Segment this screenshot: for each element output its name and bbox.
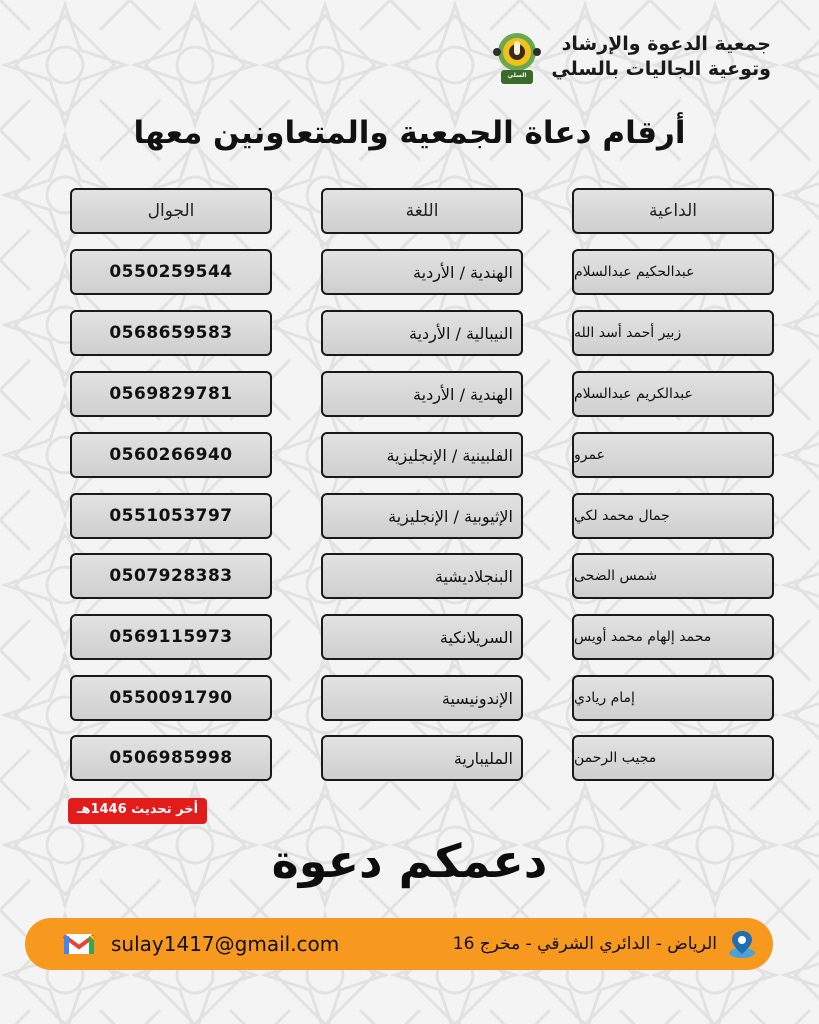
language-cell xyxy=(321,310,523,356)
caller-phone[interactable]: 0551053797 xyxy=(109,506,233,526)
caller-name: عمرو xyxy=(574,447,605,463)
language-cell xyxy=(321,371,523,417)
caller-name: عبدالكريم عبدالسلام xyxy=(574,386,693,402)
organization-header xyxy=(491,30,771,90)
header-caller xyxy=(572,188,774,234)
address-text: الرياض - الدائري الشرقي - مخرج 16 xyxy=(452,934,717,954)
logo-caption: السلي xyxy=(507,72,527,79)
update-badge: أخر تحديث 1446هـ xyxy=(68,798,207,824)
caller-language: الهندية / الأردية xyxy=(413,384,513,404)
caller-phone[interactable]: 0560266940 xyxy=(109,445,233,465)
phone-cell[interactable] xyxy=(70,432,272,478)
caller-language: الهندية / الأردية xyxy=(413,262,513,282)
caller-name-cell xyxy=(572,614,774,660)
header-language-label: اللغة xyxy=(405,201,439,221)
header-phone xyxy=(70,188,272,234)
footer-address xyxy=(453,918,757,970)
phone-cell[interactable] xyxy=(70,735,272,781)
header-caller-label: الداعية xyxy=(649,201,697,221)
phone-cell[interactable] xyxy=(70,614,272,660)
caller-name: مجيب الرحمن xyxy=(574,750,657,766)
caller-phone[interactable]: 0550259544 xyxy=(109,262,233,282)
phone-cell[interactable] xyxy=(70,310,272,356)
organization-name-line2: وتوعية الجاليات بالسلي xyxy=(551,58,771,80)
footer-contact-bar xyxy=(25,918,773,970)
caller-language: السريلانكية xyxy=(439,627,513,647)
caller-phone[interactable]: 0506985998 xyxy=(109,748,233,768)
phone-cell[interactable] xyxy=(70,249,272,295)
caller-language: المليبارية xyxy=(453,748,513,768)
caller-language: الفلبينية / الإنجليزية xyxy=(386,445,513,465)
caller-phone[interactable]: 0569115973 xyxy=(109,627,233,647)
caller-phone[interactable]: 0569829781 xyxy=(109,384,233,404)
caller-name-cell xyxy=(572,735,774,781)
language-cell xyxy=(321,675,523,721)
caller-name-cell xyxy=(572,310,774,356)
phone-cell[interactable] xyxy=(70,371,272,417)
caller-name-cell xyxy=(572,371,774,417)
footer-email[interactable] xyxy=(63,918,339,970)
caller-name-cell xyxy=(572,432,774,478)
email-link[interactable]: sulay1417@gmail.com xyxy=(111,932,340,956)
caller-name: شمس الضحى xyxy=(574,568,658,584)
logo-emblem xyxy=(491,30,543,88)
language-cell xyxy=(321,735,523,781)
slogan: دعمكم دعوة xyxy=(271,834,548,888)
caller-language: النيبالية / الأردية xyxy=(409,323,513,343)
caller-language: الإثيوبية / الإنجليزية xyxy=(388,506,513,526)
language-cell xyxy=(321,614,523,660)
language-cell xyxy=(321,249,523,295)
header-phone-label: الجوال xyxy=(147,201,195,221)
caller-name: زبير أحمد أسد الله xyxy=(574,325,682,341)
caller-phone[interactable]: 0568659583 xyxy=(109,323,233,343)
page-title: أرقام دعاة الجمعية والمتعاونين معها xyxy=(133,115,686,151)
caller-name-cell xyxy=(572,493,774,539)
language-cell xyxy=(321,493,523,539)
caller-name-cell xyxy=(572,675,774,721)
organization-name-line1: جمعية الدعوة والإرشاد xyxy=(561,33,771,55)
caller-name: جمال محمد لكي xyxy=(574,508,670,524)
location-pin-icon xyxy=(727,929,757,959)
phone-cell[interactable] xyxy=(70,553,272,599)
gmail-icon xyxy=(63,932,95,956)
caller-language: البنجلاديشية xyxy=(434,566,513,586)
caller-name: محمد إلهام محمد أويس xyxy=(574,629,712,645)
header-language xyxy=(321,188,523,234)
caller-name-cell xyxy=(572,249,774,295)
language-cell xyxy=(321,432,523,478)
phone-cell[interactable] xyxy=(70,675,272,721)
caller-name: إمام ريادي xyxy=(574,690,635,706)
caller-phone[interactable]: 0507928383 xyxy=(109,566,233,586)
caller-phone[interactable]: 0550091790 xyxy=(109,688,233,708)
organization-name xyxy=(551,32,771,82)
caller-name: عبدالحكيم عبدالسلام xyxy=(574,264,695,280)
caller-name-cell xyxy=(572,553,774,599)
caller-language: الإندونيسية xyxy=(441,688,513,708)
phone-cell[interactable] xyxy=(70,493,272,539)
language-cell xyxy=(321,553,523,599)
